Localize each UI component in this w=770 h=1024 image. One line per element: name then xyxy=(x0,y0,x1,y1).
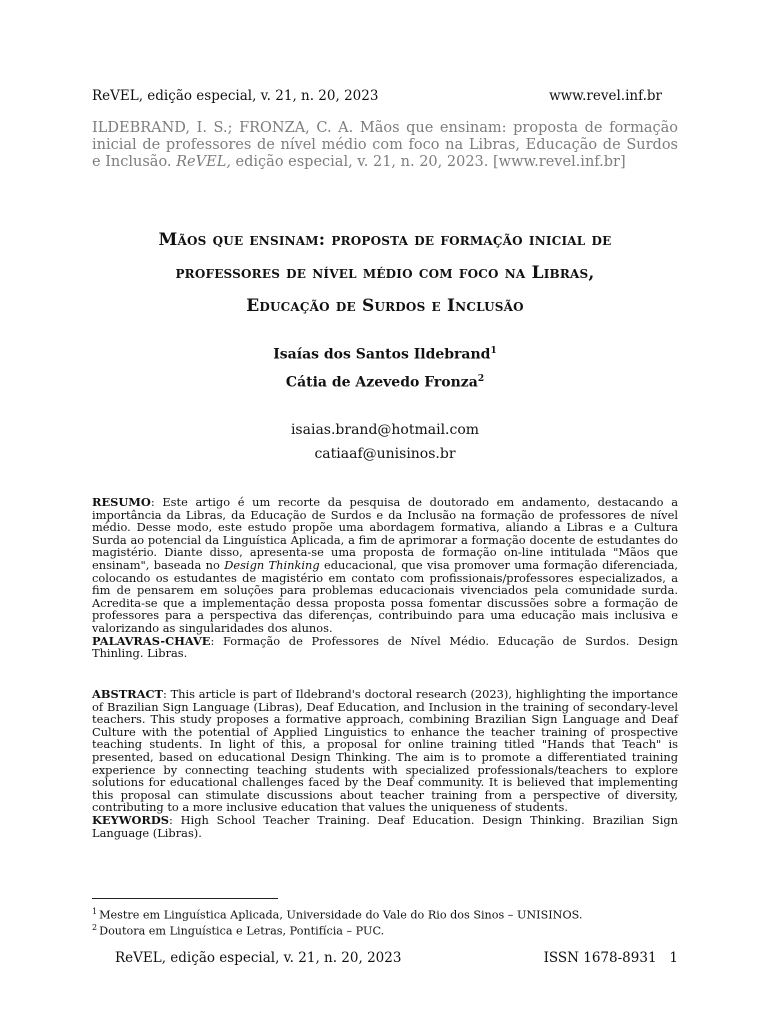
keywords-text: : High School Teacher Training. Deaf Education. Design Thinking. Brazilian Sign Language (Libras). xyxy=(92,812,678,840)
abstract-text: : This article is part of Ildebrand's doctoral research (2023), highlighting the importance of Brazilian Sign Language (Libras), Deaf Education, and Inclusion in the training of secondary-level teachers. This study proposes a formative approach, combining Brazilian Sign Language and Deaf Culture with the potential of Applied Linguistics to enhance the teacher training of prospective teaching students. In light of this, a proposal for online training titled "Hands that Teach" is presented, based on educational Design Thinking. The aim is to promote a differentiated training experience by connecting teaching students with specialized professionals/teachers to explore solutions for educational challenges faced by the Deaf community. It is believed that implementing this proposal can stimulate discussions about teacher training from a perspective of diversity, contributing to a more inclusive education that values the uniqueness of students. xyxy=(92,687,678,815)
footnote-divider xyxy=(92,898,278,899)
citation-authors-title: ILDEBRAND, I. S.; FRONZA, C. A. Mãos que ensinam: proposta de formação inicial de professores de nível médio com foco na Libras, Educação de Surdos e Inclusão. xyxy=(92,120,678,170)
author-1-name: Isaías dos Santos Ildebrand xyxy=(273,346,491,363)
keywords-label: KEYWORDS xyxy=(92,812,169,827)
author-2-note: 2 xyxy=(477,374,485,384)
article-title xyxy=(90,224,680,323)
resumo-section xyxy=(92,496,678,660)
resumo-paragraph xyxy=(92,496,678,635)
footnote-1-number: 1 xyxy=(92,907,98,916)
author-1-note: 1 xyxy=(490,346,497,356)
keywords-paragraph xyxy=(92,814,678,839)
author-1 xyxy=(92,346,678,363)
author-2-email: catiaaf@unisinos.br xyxy=(314,446,456,462)
author-1-email: isaias.brand@hotmail.com xyxy=(290,422,480,438)
running-header-journal: ReVEL, edição especial, v. 21, n. 20, 2023 xyxy=(92,88,379,104)
palavras-chave-text: : Formação de Professores de Nível Médio. Educação de Surdos. Design Thinling. Libras. xyxy=(92,633,678,661)
footnote-2 xyxy=(92,921,678,938)
footnote-2-text: Doutora em Linguística e Letras, Pontifícia – PUC. xyxy=(99,924,385,938)
running-footer-issn-page: ISSN 1678-8931 1 xyxy=(543,950,678,966)
citation-details: edição especial, v. 21, n. 20, 2023. [www.revel.inf.br] xyxy=(235,154,626,170)
article-title-line-1: Mãos que ensinam: proposta de formação inicial de xyxy=(158,230,612,250)
running-footer-journal: ReVEL, edição especial, v. 21, n. 20, 2023 xyxy=(115,950,402,966)
palavras-chave-paragraph xyxy=(92,635,678,660)
author-2 xyxy=(92,374,678,391)
palavras-chave-label: PALAVRAS-CHAVE xyxy=(92,633,211,648)
footnote-1 xyxy=(92,905,678,922)
resumo-text-b: educacional, que visa promover uma formação diferenciada, colocando os estudantes de magistério em contato com profissionais/professores especializados, a fim de pensarem em soluções para problemas educacionais vivenciados pela comunidade surda. Acredita-se que a implementação dessa proposta possa fomentar discussões sobre a formação de professores para a perspectiva das diferenças, contribuindo para uma educação mais inclusiva e valorizando as singularidades dos alunos. xyxy=(92,557,678,635)
resumo-label: RESUMO xyxy=(92,495,151,509)
abstract-section xyxy=(92,688,678,839)
footnote-2-number: 2 xyxy=(92,923,98,932)
running-header-website: www.revel.inf.br xyxy=(549,88,662,104)
citation-journal: ReVEL, xyxy=(176,154,231,170)
resumo-text-italic: Design Thinking xyxy=(224,557,320,572)
article-title-line-2: professores de nível médio com foco na Libras, xyxy=(175,263,595,283)
citation-block xyxy=(92,120,678,171)
abstract-paragraph xyxy=(92,688,678,814)
abstract-label: ABSTRACT xyxy=(92,687,164,701)
footnote-1-text: Mestre em Linguística Aplicada, Universidade do Vale do Rio dos Sinos – UNISINOS. xyxy=(99,908,583,922)
article-title-line-3: Educação de Surdos e Inclusão xyxy=(246,296,524,316)
resumo-text-a: : Este artigo é um recorte da pesquisa de doutorado em andamento, destacando a importância da Libras, da Educação de Surdos e da Inclusão na formação de professores de nível médio. Desse modo, este estudo propõe uma abordagem formativa, aliando a Libras e a Cultura Surda ao potencial da Linguística Aplicada, a fim de aprimorar a formação docente de estudantes do magistério. Diante disso, apresenta-se uma proposta de formação on-line intitulada "Mãos que ensinam", baseada no xyxy=(92,495,678,572)
author-2-name: Cátia de Azevedo Fronza xyxy=(285,374,478,391)
